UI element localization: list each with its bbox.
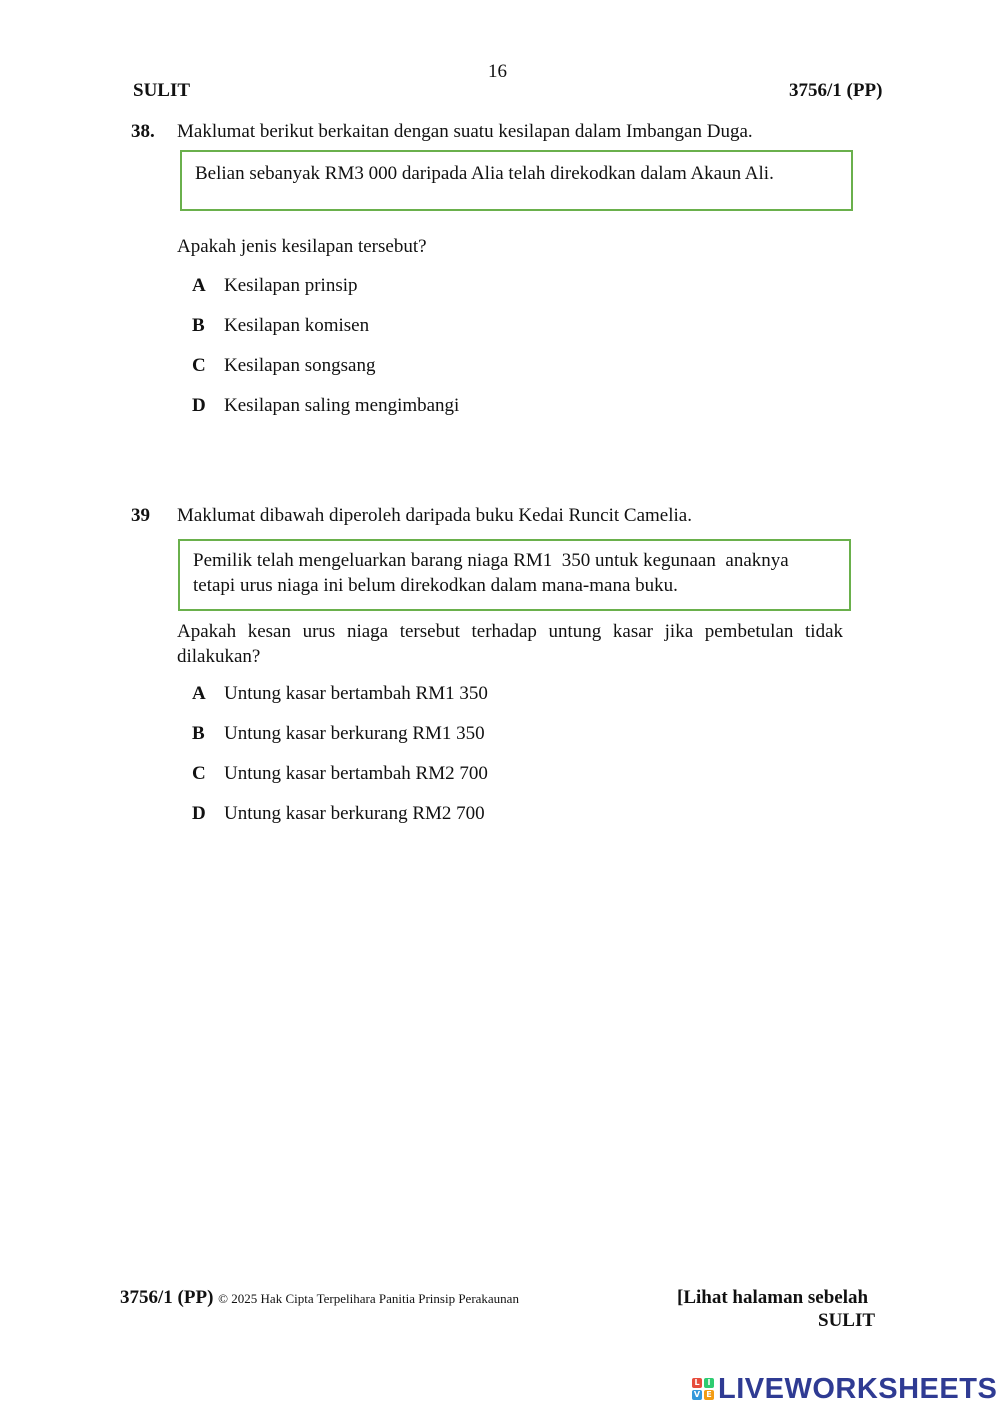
footer-next-page: [Lihat halaman sebelah xyxy=(677,1287,869,1308)
info-box-line-2: tetapi urus niaga ini belum direkodkan dalam mana-mana buku. xyxy=(193,575,678,596)
footer-code: 3756/1 (PP) xyxy=(120,1287,214,1308)
info-box xyxy=(180,150,853,211)
option-text: Untung kasar berkurang RM2 700 xyxy=(224,803,485,824)
footer-copyright-text: © 2025 Hak Cipta Terpelihara Panitia Prinsip Perakaunan xyxy=(218,1291,519,1306)
info-box xyxy=(178,539,851,611)
footer-sulit: SULIT xyxy=(818,1310,876,1331)
logo-grid-cell: I xyxy=(704,1378,714,1388)
logo-grid-cell: L xyxy=(692,1378,702,1388)
option-text: Untung kasar bertambah RM1 350 xyxy=(224,683,488,704)
info-box-text: Belian sebanyak RM3 000 daripada Alia telah direkodkan dalam Akaun Ali. xyxy=(195,163,774,184)
logo-grid-icon xyxy=(692,1378,714,1400)
question-text-line-2: dilakukan? xyxy=(177,646,261,667)
option-text: Untung kasar bertambah RM2 700 xyxy=(224,763,488,784)
option-letter: D xyxy=(192,803,206,824)
option-letter: C xyxy=(192,355,206,376)
option-text: Untung kasar berkurang RM1 350 xyxy=(224,723,485,744)
option-letter: B xyxy=(192,315,205,336)
option-letter: A xyxy=(192,275,206,296)
question-text-line-1: Apakah kesan urus niaga tersebut terhadap untung kasar jika pembetulan tidak xyxy=(177,621,843,642)
header-paper-code: 3756/1 (PP) xyxy=(789,80,883,101)
option-text: Kesilapan saling mengimbangi xyxy=(224,395,460,416)
question-stem: Maklumat berikut berkaitan dengan suatu kesilapan dalam Imbangan Duga. xyxy=(177,121,753,142)
question-number: 39 xyxy=(131,505,150,526)
option-letter: A xyxy=(192,683,206,704)
footer-copyright xyxy=(120,1287,519,1309)
header-sulit: SULIT xyxy=(133,80,191,101)
option-letter: B xyxy=(192,723,205,744)
option-text: Kesilapan songsang xyxy=(224,355,376,376)
liveworksheets-logo xyxy=(692,1373,997,1405)
question-number: 38. xyxy=(131,121,155,142)
question-text: Apakah jenis kesilapan tersebut? xyxy=(177,236,427,257)
logo-grid-cell: V xyxy=(693,1390,701,1399)
question-stem: Maklumat dibawah diperoleh daripada buku Kedai Runcit Camelia. xyxy=(177,505,692,526)
logo-text: LIVEWORKSHEETS xyxy=(718,1372,998,1405)
question-text xyxy=(177,619,843,669)
info-box-line-1: Pemilik telah mengeluarkan barang niaga RM1 350 untuk kegunaan anaknya xyxy=(193,550,789,571)
option-text: Kesilapan komisen xyxy=(224,315,370,336)
logo-grid-cell: E xyxy=(704,1390,714,1400)
option-letter: D xyxy=(192,395,206,416)
page-number: 16 xyxy=(488,61,507,82)
option-letter: C xyxy=(192,763,206,784)
option-text: Kesilapan prinsip xyxy=(224,275,358,296)
